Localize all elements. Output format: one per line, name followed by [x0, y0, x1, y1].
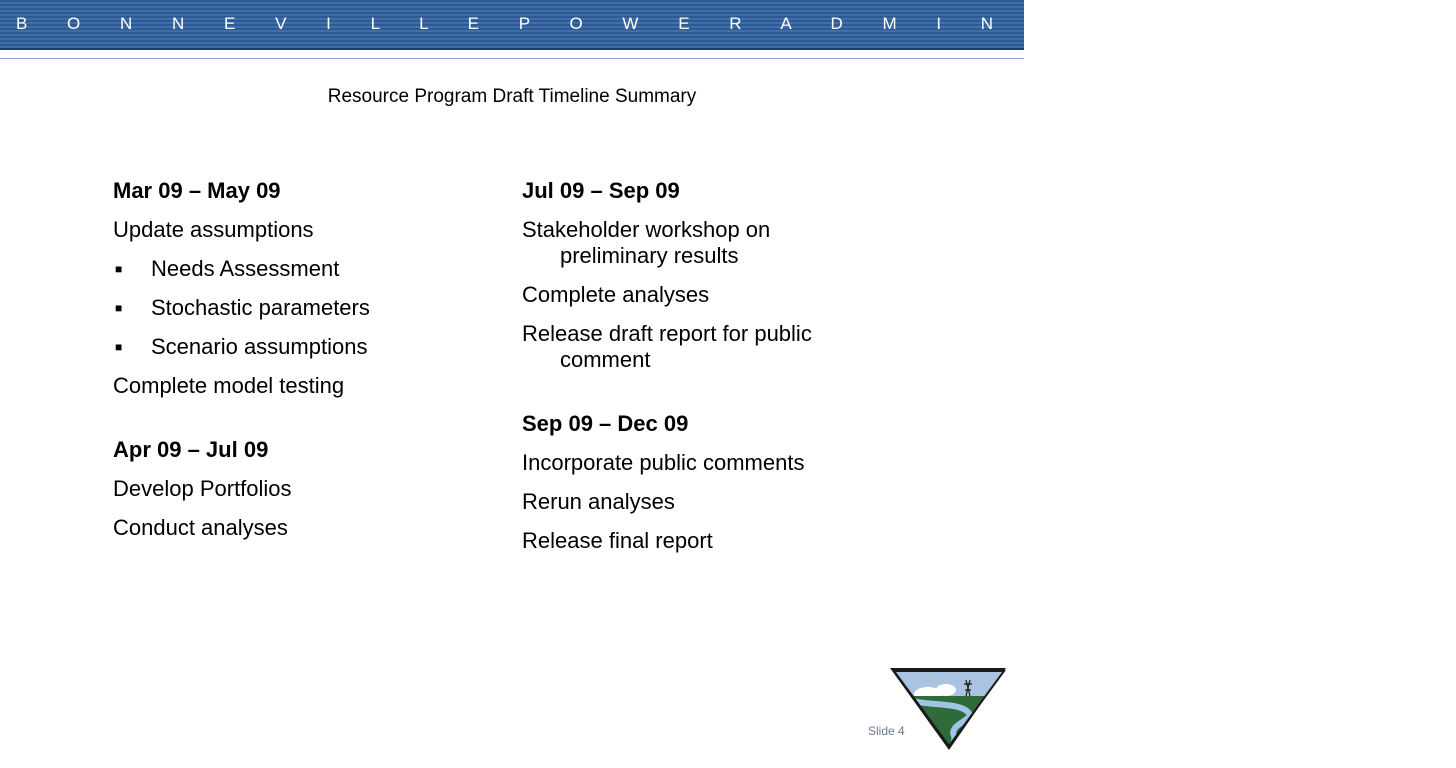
header-divider: [0, 58, 1024, 59]
square-bullet-icon: ■: [115, 262, 123, 276]
list-item: Conduct analyses: [113, 515, 288, 540]
section-spacer: [113, 412, 493, 437]
section-spacer: [522, 386, 882, 411]
list-item: Complete analyses: [522, 282, 710, 307]
right-column: [522, 178, 882, 567]
bullet-text: Needs Assessment: [151, 256, 340, 281]
square-bullet-icon: ■: [115, 301, 123, 315]
bullet-text: Scenario assumptions: [151, 334, 368, 359]
section-heading: Mar 09 – May 09: [113, 178, 281, 203]
list-item: Release draft report for public comment: [522, 321, 812, 372]
section-heading: Sep 09 – Dec 09: [522, 411, 689, 436]
square-bullet-icon: ■: [115, 340, 123, 354]
bpa-triangle-logo-icon: [888, 666, 1008, 752]
section-heading: Apr 09 – Jul 09: [113, 437, 269, 462]
bullet-item: [113, 295, 493, 321]
list-item: Update assumptions: [113, 217, 314, 242]
list-item: Release final report: [522, 528, 713, 553]
section-heading: Jul 09 – Sep 09: [522, 178, 680, 203]
bullet-text: Stochastic parameters: [151, 295, 370, 320]
slide-number: Slide 4: [868, 724, 905, 738]
list-item: Complete model testing: [113, 373, 345, 398]
list-item: Incorporate public comments: [522, 450, 805, 475]
slide-title: Resource Program Draft Timeline Summary: [327, 86, 697, 107]
bullet-item: [113, 256, 493, 282]
list-item: Stakeholder workshop on preliminary results: [522, 217, 771, 268]
banner-title: B O N N E V I L L E P O W E R A D M I N I S T R A T I O N: [16, 14, 1456, 33]
header-banner: [0, 0, 1456, 50]
list-item: Rerun analyses: [522, 489, 675, 514]
list-item: Develop Portfolios: [113, 476, 292, 501]
bullet-item: [113, 334, 493, 360]
left-column: [113, 178, 493, 554]
